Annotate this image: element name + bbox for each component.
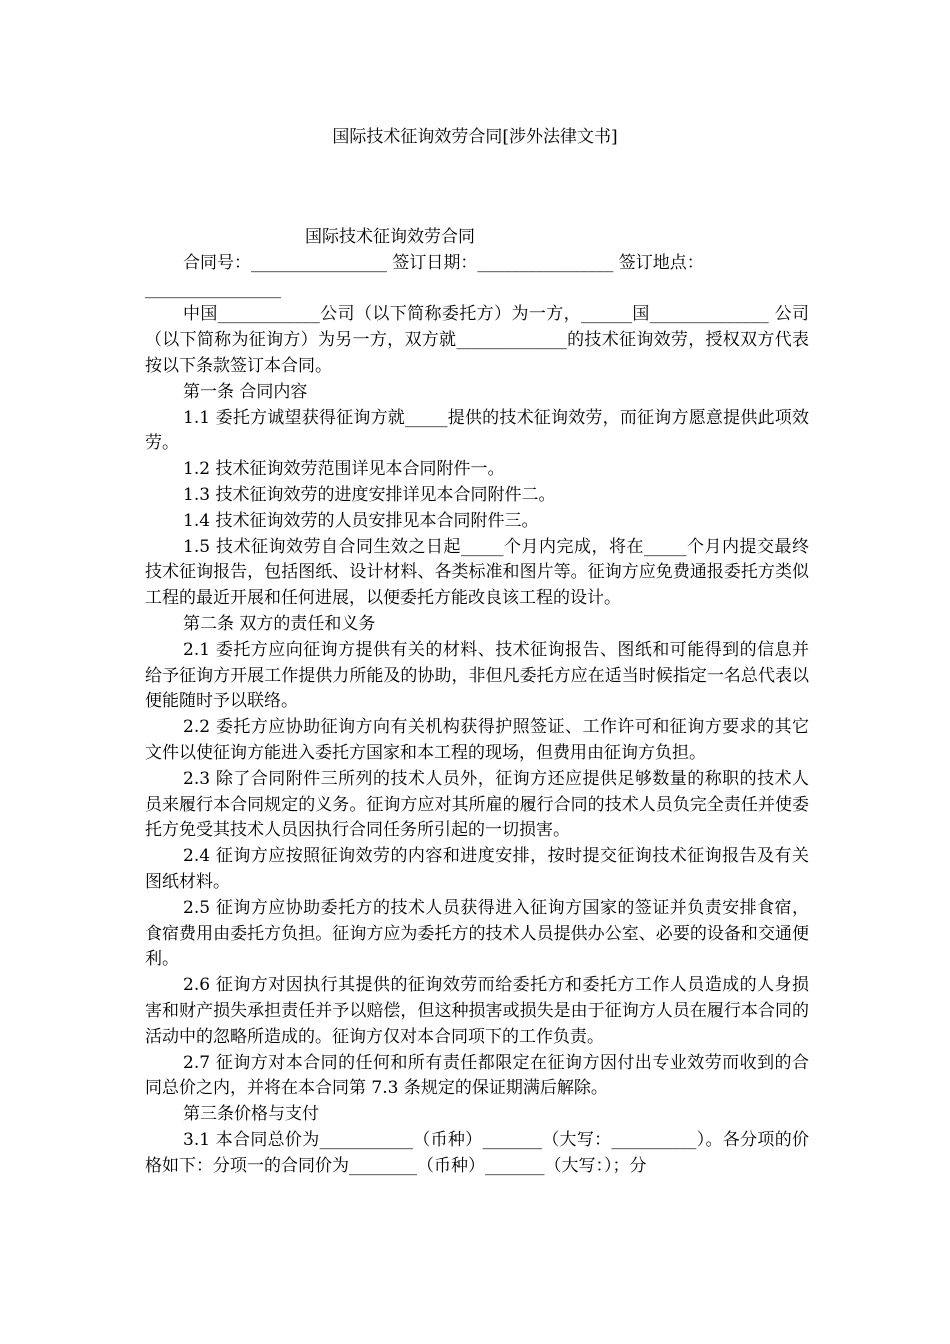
contract-heading: 国际技术征询效劳合同 (305, 227, 475, 247)
document-title: 国际技术征询效劳合同[涉外法律文书] (332, 127, 618, 147)
clause-1-4: 1.4 技术征询效劳的人员安排见本合同附件三。 (183, 510, 539, 531)
article-2-heading: 第二条 双方的责任和义务 (183, 613, 376, 634)
clause-1-3: 1.3 技术征询效劳的进度安排详见本合同附件二。 (183, 484, 556, 505)
clause-1-2: 1.2 技术征询效劳范围详见本合同附件一。 (183, 459, 505, 480)
contract-meta-line-2: ________________ (145, 278, 281, 299)
clause-2-2: 2.2 委托方应协助征询方向有关机构获得护照签证、工作许可和征询方要求的其它文件以使征询方能进入委托方国家和本工程的现场，但费用由征询方负担。 (145, 717, 809, 763)
contract-meta-line: 合同号：________________ 签订日期：________________ 签订地点： (183, 252, 704, 273)
clause-2-3: 2.3 除了合同附件三所列的技术人员外，征询方还应提供足够数量的称职的技术人员来履行本合同规定的义务。征询方应对其所雇的履行合同的技术人员负完全责任并使委托方免受其技术人员因执行合同任务所引起的一切损害。 (145, 768, 809, 841)
clause-3-1: 3.1 本合同总价为___________（币种）_______（大写：__________）。各分项的价格如下：分项一的合同价为________（币种）_______（大写：）；分 (145, 1129, 809, 1176)
document-body (145, 225, 809, 1179)
preamble: 中国____________公司（以下简称委托方）为一方，______国______________ 公司（以下简称为征询方）为另一方，双方就_____________的技术征询效劳，授权双方代表按以下条款签订本合同。 (145, 304, 809, 376)
clause-2-7: 2.7 征询方对本合同的任何和所有责任都限定在征询方因付出专业效劳而收到的合同总价之内，并将在本合同第 7.3 条规定的保证期满后解除。 (145, 1052, 809, 1099)
article-1-heading: 第一条 合同内容 (183, 381, 308, 402)
clause-2-1: 2.1 委托方应向征询方提供有关的材料、技术征询报告、图纸和可能得到的信息并给予征询方开展工作提供力所能及的协助，非但凡委托方应在适当时候指定一名总代表以便能随时予以联络。 (145, 639, 809, 712)
clause-2-5: 2.5 征询方应协助委托方的技术人员获得进入征询方国家的签证并负责安排食宿，食宿费用由委托方负担。征询方应为委托方的技术人员提供办公室、必要的设备和交通便利。 (145, 897, 809, 970)
clause-1-5: 1.5 技术征询效劳自合同生效之日起_____个月内完成，将在_____个月内提交最终技术征询报告，包括图纸、设计材料、各类标准和图片等。征询方应免费通报委托方类似工程的最近开展和任何进展，以便委托方能改良该工程的设计。 (145, 536, 809, 609)
clause-2-6: 2.6 征询方对因执行其提供的征询效劳而给委托方和委托方工作人员造成的人身损害和财产损失承担责任并予以赔偿，但这种损害或损失是由于征询方人员在履行本合同的活动中的忽略所造成的。征询方仅对本合同项下的工作负责。 (145, 975, 809, 1047)
clause-1-1: 1.1 委托方诚望获得征询方就_____提供的技术征询效劳，而征询方愿意提供此项效劳。 (145, 407, 809, 454)
article-3-heading: 第三条价格与支付 (183, 1104, 319, 1125)
clause-2-4: 2.4 征询方应按照征询效劳的内容和进度安排，按时提交征询技术征询报告及有关图纸材料。 (145, 846, 809, 892)
